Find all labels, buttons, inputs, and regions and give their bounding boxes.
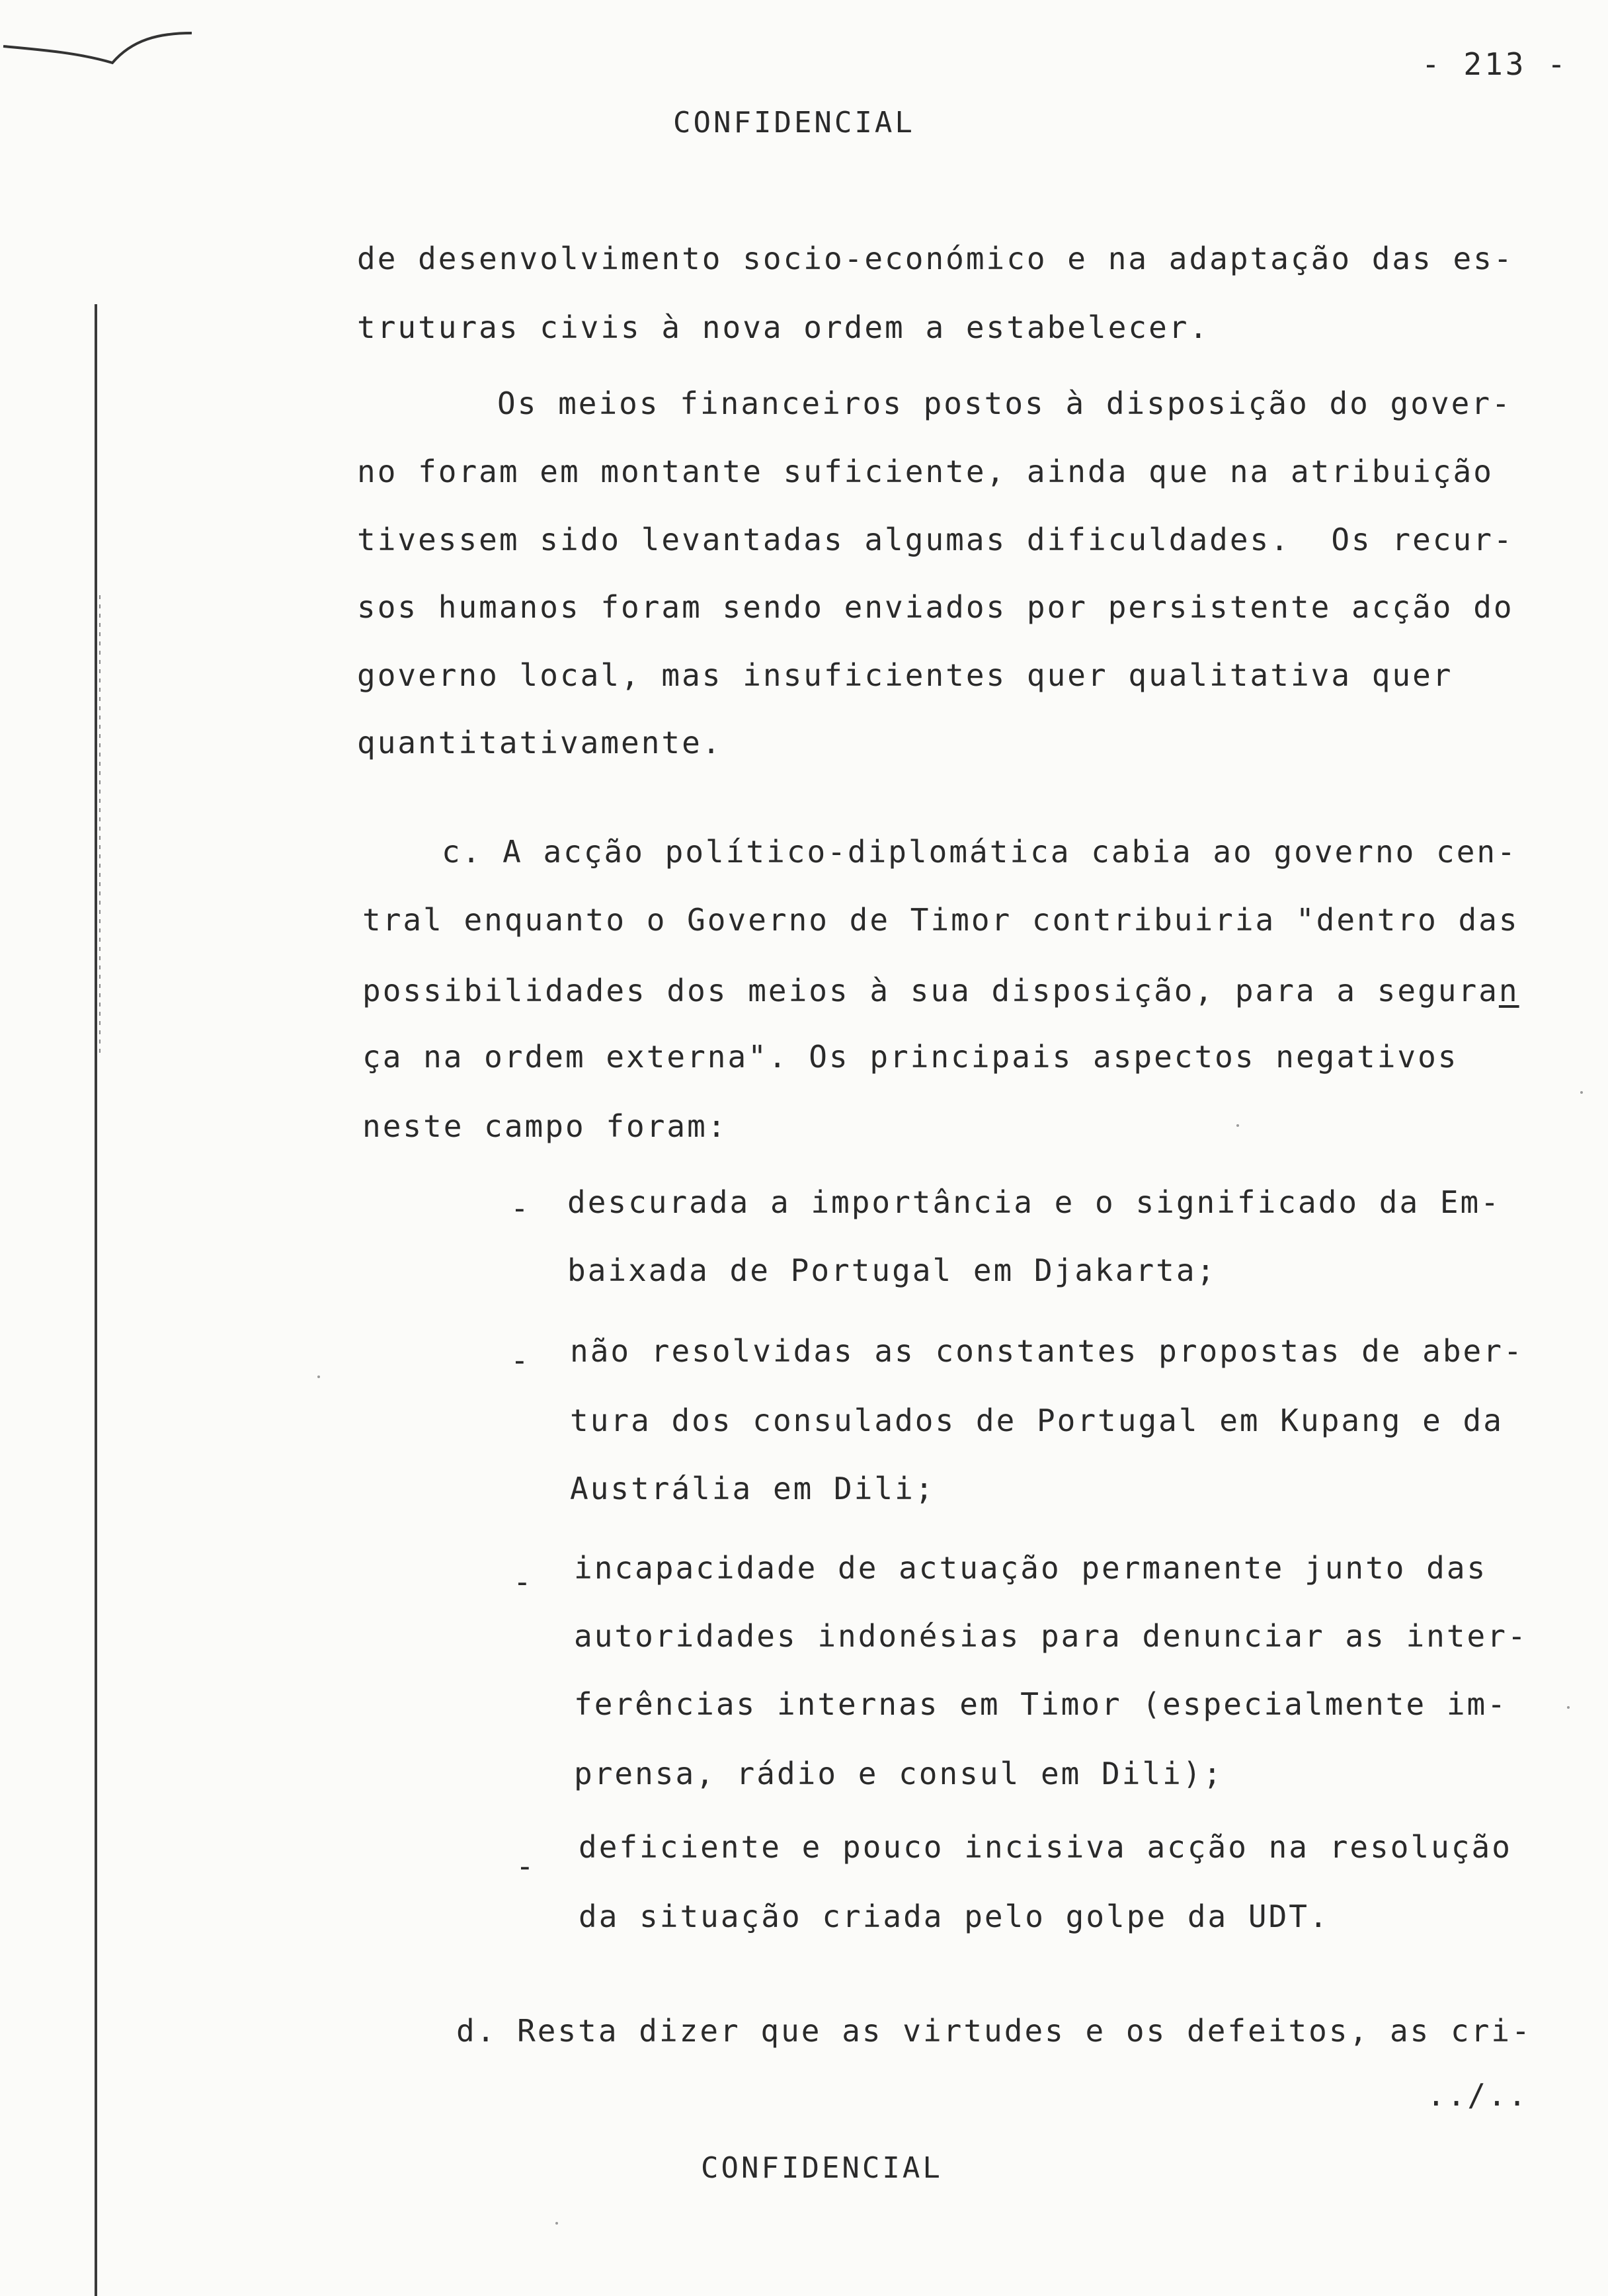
body-line: quantitativamente. <box>357 725 723 760</box>
body-line: ça na ordem externa". Os principais aspectos negativos <box>362 1039 1459 1075</box>
speck <box>317 1375 320 1378</box>
body-line: truturas civis à nova ordem a estabelecer. <box>357 309 1210 345</box>
page-header: CONFIDENCIAL <box>673 106 915 140</box>
bullet-line: prensa, rádio e consul em Dili); <box>574 1756 1224 1791</box>
bullet-line: descurada a importância e o significado da Em- <box>567 1184 1501 1220</box>
bullet-marker: - <box>510 1342 529 1378</box>
bullet-line: Austrália em Dili; <box>570 1471 936 1506</box>
page-footer: CONFIDENCIAL <box>701 2151 943 2185</box>
continuation-mark: ../.. <box>1427 2077 1529 2113</box>
body-line: tral enquanto o Governo de Timor contribuiria "dentro das <box>362 902 1519 938</box>
bullet-line: da situação criada pelo golpe da UDT. <box>579 1899 1330 1934</box>
body-line: possibilidades dos meios à sua disposição, para a seguran <box>362 973 1519 1008</box>
speck <box>1580 1091 1583 1094</box>
body-line: c. A acção político-diplomática cabia ao governo cen- <box>442 834 1517 870</box>
body-line: d. Resta dizer que as virtudes e os defeitos, as cri- <box>456 2013 1532 2049</box>
body-line: Os meios financeiros postos à disposição do gover- <box>497 386 1512 421</box>
body-line: no foram em montante suficiente, ainda que na atribuição <box>357 454 1494 489</box>
body-line: de desenvolvimento socio-económico e na adaptação das es- <box>357 241 1514 276</box>
left-margin-line <box>95 304 97 2296</box>
left-margin-dotted-line <box>99 595 100 1058</box>
body-line: tivessem sido levantadas algumas dificuldades. Os recur- <box>357 522 1514 557</box>
bullet-line: incapacidade de actuação permanente junto das <box>574 1550 1488 1586</box>
bullet-marker: - <box>513 1564 532 1600</box>
speck <box>555 2222 558 2225</box>
bullet-marker: - <box>516 1848 534 1884</box>
speck <box>1567 1706 1570 1709</box>
bullet-line: baixada de Portugal em Djakarta; <box>567 1252 1217 1288</box>
page-number: - 213 - <box>1422 46 1568 82</box>
bullet-line: ferências internas em Timor (especialmente im- <box>574 1686 1508 1722</box>
underlined-letter: n <box>1498 973 1519 1008</box>
bullet-line: não resolvidas as constantes propostas de aber- <box>570 1333 1524 1369</box>
bullet-marker: - <box>510 1190 529 1226</box>
body-line: sos humanos foram sendo enviados por persistente acção do <box>357 589 1514 625</box>
bullet-line: autoridades indonésias para denunciar as inter- <box>574 1618 1528 1654</box>
speck <box>1236 1124 1239 1127</box>
bullet-line: tura dos consulados de Portugal em Kupang e da <box>570 1403 1504 1438</box>
body-line: neste campo foram: <box>362 1108 728 1144</box>
body-line: governo local, mas insuficientes quer qualitativa quer <box>357 657 1453 693</box>
bullet-line: deficiente e pouco incisiva acção na resolução <box>579 1829 1512 1865</box>
corner-scribble <box>0 13 198 66</box>
